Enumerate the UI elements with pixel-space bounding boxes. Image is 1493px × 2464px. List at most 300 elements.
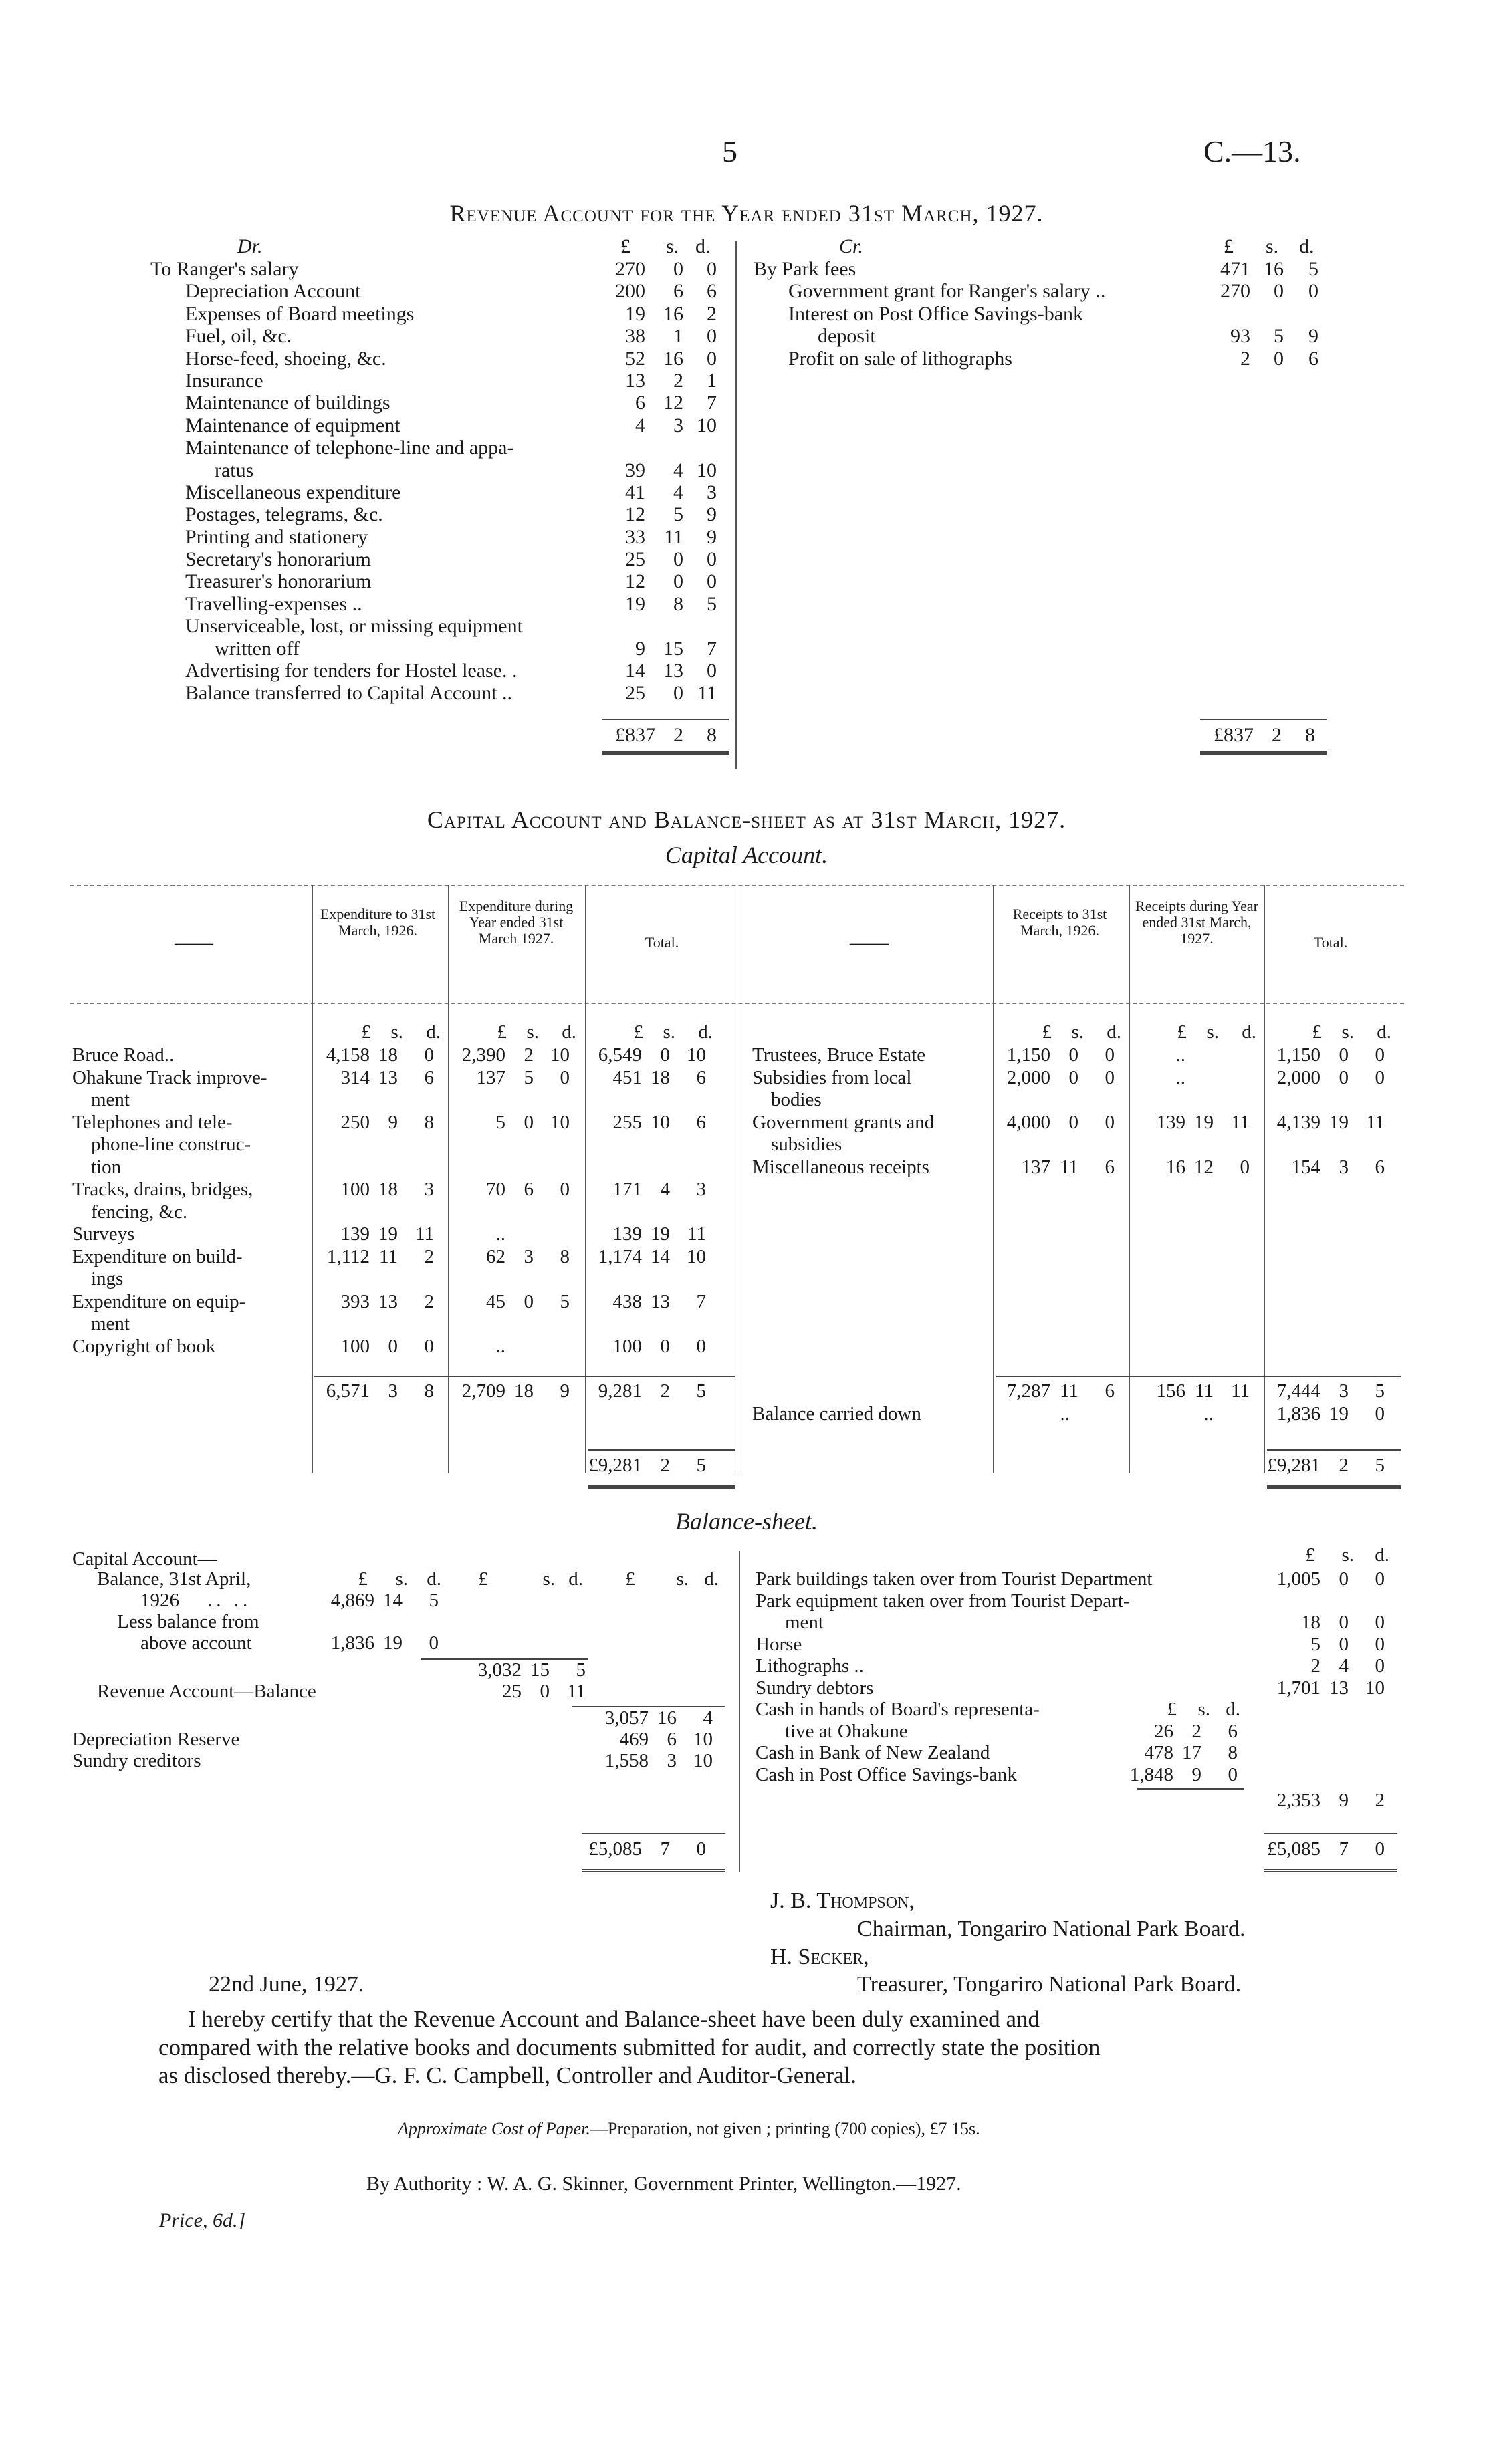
bs-net-capital-shillings: 15 [530,1659,550,1681]
bs-creditors-pence: 10 [693,1750,713,1771]
right-row-a-shillings: 11 [1060,1156,1078,1178]
left-row-b-pence: 10 [550,1044,570,1066]
left-row-a-shillings: 13 [378,1290,398,1312]
dr-item-pence: 0 [707,347,717,370]
bs-capital-heading: Capital Account— [72,1548,217,1570]
left-row-a-pence: 11 [415,1223,434,1245]
right-row-c-pounds: 2,000 [1276,1066,1320,1088]
bs-r-unit-d: d. [1226,1699,1240,1720]
bs-less-balance-label: Less balance from [117,1611,259,1632]
right-a-unit-pence: d. [1107,1021,1121,1043]
cr-total-rule [1200,719,1327,720]
left-total-a-shillings: 3 [388,1380,398,1402]
dr-item-label: Depreciation Account [185,280,361,303]
dr-total-pounds: £837 [615,724,655,746]
right-row-b-pounds: .. [1175,1066,1185,1088]
left-row-a-shillings: 19 [378,1223,398,1245]
right-row-c-shillings: 0 [1339,1044,1349,1066]
left-subtotal-rule [314,1376,735,1377]
left-row-b-pounds: 70 [486,1179,505,1200]
right-row-a-pence: 0 [1105,1066,1115,1088]
certificate-line-1: I hereby certify that the Revenue Account and Balance-sheet have been duly examined and [188,2006,1040,2032]
dr-item-pounds: 13 [625,369,645,392]
bs-l-unit-p3: £ [625,1568,635,1590]
bs-l-unit-p2: £ [478,1568,488,1590]
bs-depreciation-pence: 10 [693,1729,713,1750]
bs-asset-pence: 0 [1375,1612,1385,1633]
dr-row [0,370,742,392]
right-row-a-pounds: 1,150 [1006,1044,1050,1066]
dr-item-pounds: 14 [625,660,645,683]
cr-total-shillings: 2 [1272,724,1282,746]
dr-row [0,414,742,437]
right-row-b-pounds: 16 [1166,1156,1185,1178]
right-a-unit-shillings: s. [1071,1021,1084,1043]
audit-certificate [158,2005,1382,2090]
left-row-b-pounds: 62 [486,1245,505,1267]
dr-item-pounds: 25 [625,548,645,571]
left-row-a-shillings: 0 [388,1335,398,1357]
dr-item-shillings: 0 [673,682,683,705]
bs-l-unit-d2: d. [568,1568,583,1590]
right-total-a-shillings: 11 [1060,1380,1078,1402]
sign-date: 22nd June, 1927. [209,1972,364,1997]
bs-l-unit-s2: s. [542,1568,555,1590]
bs-asset-pence: 0 [1375,1655,1385,1677]
left-row-c-pounds: 139 [612,1223,642,1245]
dr-item-pence: 9 [707,503,717,526]
right-total-c-shillings: 3 [1339,1380,1349,1402]
left-row-a-pence: 3 [424,1179,434,1200]
capital-account-subtitle: Capital Account. [665,842,828,868]
bs-capital-sum-pence: 4 [703,1707,713,1729]
balance-cd-c-pounds: 1,836 [1276,1403,1320,1425]
dr-row [0,303,742,325]
right-row-b-pounds: .. [1175,1044,1185,1066]
debit-items [0,258,742,705]
right-c-unit-pounds: £ [1312,1021,1322,1043]
left-c-unit-pence: d. [698,1021,713,1043]
bs-depreciation-label: Depreciation Reserve [72,1729,240,1750]
dr-item-label: Unserviceable, lost, or missing equipment [185,615,523,638]
left-total-a-pence: 8 [424,1380,434,1402]
left-row-b-pounds: 5 [495,1111,505,1133]
cr-item-pounds: 471 [1220,258,1250,280]
cr-item-pounds: 93 [1230,325,1250,348]
left-row-b-pence: 0 [560,1179,570,1200]
bs-asset-shillings: 13 [1329,1677,1349,1699]
right-row-a-shillings: 0 [1068,1066,1078,1088]
balance-carried-down-label: Balance carried down [752,1403,921,1425]
right-total-a-pence: 6 [1105,1380,1115,1402]
cr-item-shillings: 5 [1274,325,1284,348]
dr-item-pence: 7 [707,637,717,660]
left-row-a-shillings: 18 [378,1044,398,1066]
bs-asset-shillings: 0 [1339,1633,1349,1655]
left-row-b-shillings: 6 [524,1179,534,1200]
dr-row [0,348,742,370]
left-row-label: Bruce Road.. [72,1044,175,1066]
right-row-b-shillings: 12 [1194,1156,1214,1178]
dr-item-label: Fuel, oil, &c. [185,325,292,348]
signatory-2-name-text: H. Secker, [770,1945,869,1969]
bs-unit-shillings: s. [1341,1544,1354,1566]
left-row-c-pence: 6 [696,1111,706,1133]
bs-revenue-balance-shillings: 0 [540,1681,550,1702]
left-row-a-pence: 2 [424,1245,434,1267]
dr-item-shillings: 3 [673,414,683,437]
cr-total-pence: 8 [1305,724,1315,746]
bs-revenue-balance-pence: 11 [567,1681,586,1702]
bs-net-capital-pounds: 3,032 [477,1659,522,1681]
left-row-label: tion [91,1156,122,1178]
bs-l-unit-s3: s. [676,1568,689,1590]
dr-total-double-rule [602,751,729,755]
right-row-label: Miscellaneous receipts [752,1156,929,1178]
dr-row [0,570,742,592]
bs-bank-pounds: 478 [1144,1742,1173,1763]
bs-unit-pounds: £ [1305,1544,1315,1566]
cr-item-pence: 9 [1308,325,1318,348]
bs-asset-label: Park equipment taken over from Tourist Depart- [756,1590,1130,1612]
cr-item-pounds: 2 [1240,347,1250,370]
dr-item-pence: 2 [707,302,717,325]
dr-item-pence: 10 [697,459,717,481]
left-row-b-shillings: 3 [524,1245,534,1267]
bs-left-total-shillings: 7 [660,1838,670,1860]
right-row-c-pence: 11 [1366,1111,1385,1133]
right-total-b-pence: 11 [1231,1380,1250,1402]
left-row-c-shillings: 13 [651,1290,670,1312]
left-row-b-pounds: 2,390 [461,1044,505,1066]
dr-item-shillings: 0 [673,548,683,571]
right-c-unit-shillings: s. [1341,1021,1354,1043]
signatory-1-name-text: J. B. Thompson, [770,1888,915,1913]
balance-sheet-subtitle: Balance-sheet. [675,1508,818,1535]
dr-item-label: Secretary's honorarium [185,548,371,571]
cr-item-label: deposit [818,325,876,348]
bs-capital-sum-pounds: 3,057 [604,1707,649,1729]
bs-revenue-balance-pounds: 25 [502,1681,522,1702]
bs-asset-label: Sundry debtors [756,1677,874,1699]
right-row-c-pounds: 4,139 [1276,1111,1320,1133]
bs-depreciation-shillings: 6 [667,1729,677,1750]
dr-item-pence: 10 [697,414,717,437]
dr-item-pence: 11 [697,682,717,705]
cr-shilling-header: s. [1266,235,1279,257]
dr-pence-header: d. [695,235,711,257]
cost-note-text: —Preparation, not given ; printing (700 copies), £7 15s. [590,2119,980,2138]
dr-item-pounds: 19 [625,302,645,325]
left-row-b-shillings: 0 [524,1290,534,1312]
dr-item-pounds: 270 [615,258,645,280]
bs-less-balance-label-2: above account [140,1632,252,1654]
cr-item-pence: 0 [1308,280,1318,303]
left-row-c-shillings: 4 [660,1179,670,1200]
right-total-c-pounds: 7,444 [1276,1380,1320,1402]
left-row-c-shillings: 14 [651,1245,670,1267]
cr-pence-header: d. [1299,235,1314,257]
cr-item-label: Interest on Post Office Savings-bank [788,302,1084,325]
dr-row [0,526,742,548]
left-row-label: phone-line construc- [91,1134,251,1155]
left-row-c-shillings: 18 [651,1066,670,1088]
left-total-b-pence: 9 [560,1380,570,1402]
dr-item-shillings: 5 [673,503,683,526]
left-row-b-pounds: 45 [486,1290,505,1312]
bs-cash-sum-shillings: 9 [1339,1790,1349,1811]
bs-less-balance-shillings: 19 [383,1632,403,1654]
dr-item-pence: 6 [707,280,717,303]
bs-right-total-pence: 0 [1375,1838,1385,1860]
dr-item-label: Maintenance of buildings [185,392,390,414]
left-row-label: Expenditure on build- [72,1245,243,1267]
bs-asset-pence: 0 [1375,1568,1385,1590]
dr-item-shillings: 15 [663,637,683,660]
cr-pound-header: £ [1224,235,1234,257]
dr-item-pounds: 4 [635,414,645,437]
left-row-c-pence: 10 [687,1245,706,1267]
right-row-label: Subsidies from local [752,1066,912,1088]
bs-balance-1926-year: 1926 [140,1590,179,1611]
left-grand-rule [588,1449,735,1451]
left-row-a-pence: 6 [424,1066,434,1088]
left-row-a-pence: 0 [424,1335,434,1357]
bs-creditors-shillings: 3 [667,1750,677,1771]
right-total-c-pence: 5 [1375,1380,1385,1402]
right-row-c-pence: 0 [1375,1066,1385,1088]
dr-item-pounds: 33 [625,525,645,548]
cr-row [742,258,1344,280]
left-row-label: Telephones and tele- [72,1111,233,1133]
bs-asset-shillings: 4 [1339,1655,1349,1677]
dr-item-pence: 7 [707,392,717,414]
bs-left-total-double-rule [582,1869,725,1872]
left-row-b-pence: 5 [560,1290,570,1312]
bs-capital-sum-shillings: 16 [657,1707,677,1729]
left-row-c-shillings: 0 [660,1044,670,1066]
dr-row [0,615,742,637]
dr-item-pounds: 12 [625,503,645,526]
right-row-a-pence: 0 [1105,1111,1115,1133]
dr-item-pence: 0 [707,548,717,571]
dr-item-shillings: 11 [664,525,683,548]
bs-r-unit-p: £ [1167,1699,1177,1720]
bs-cash-hands-shillings: 2 [1191,1720,1201,1742]
dr-item-shillings: 16 [663,347,683,370]
left-row-a-pounds: 1,112 [326,1245,370,1267]
bs-left-total-pounds: £5,085 [588,1838,642,1860]
credit-label: Cr. [839,235,863,257]
cr-item-label: Profit on sale of lithographs [788,347,1012,370]
dr-item-shillings: 0 [673,258,683,280]
right-grand-pounds: £9,281 [1267,1455,1320,1476]
bs-cash-hands-pounds: 26 [1154,1720,1173,1742]
right-b-unit-pence: d. [1242,1021,1256,1043]
left-row-c-shillings: 19 [651,1223,670,1245]
left-row-c-pounds: 171 [612,1179,642,1200]
right-row-a-shillings: 0 [1068,1044,1078,1066]
left-row-label: ings [91,1268,124,1289]
left-row-b-pence: 10 [550,1111,570,1133]
dr-total-rule [602,719,729,720]
bs-asset-pounds: 2 [1310,1655,1320,1677]
bs-cash-hands-label-2: tive at Ohakune [785,1720,908,1742]
authority-line: By Authority : W. A. G. Skinner, Government Printer, Wellington.—1927. [366,2173,961,2195]
left-row-a-pounds: 4,158 [326,1044,370,1066]
bs-less-balance-pounds: 1,836 [330,1632,374,1654]
left-c-unit-shillings: s. [663,1021,675,1043]
dr-item-label: Miscellaneous expenditure [185,481,401,503]
dr-item-pence: 0 [707,325,717,348]
right-header-rec-1927: Receipts during Year ended 31st March, 1927. [1135,898,1258,947]
dr-row [0,437,742,459]
bs-bank-label: Cash in Bank of New Zealand [756,1742,990,1763]
right-a-unit-pounds: £ [1042,1021,1052,1043]
bs-r-unit-s: s. [1197,1699,1210,1720]
revenue-divider [735,241,737,769]
left-row-a-shillings: 9 [388,1111,398,1133]
bs-left-total-pence: 0 [696,1838,706,1860]
certificate-line-3: as disclosed thereby.—G. F. C. Campbell, Controller and Auditor-General. [158,2062,857,2088]
right-row-c-pounds: 154 [1291,1156,1320,1178]
right-row-a-pence: 6 [1105,1156,1115,1178]
left-a-unit-pounds: £ [361,1021,371,1043]
left-row-label: ment [91,1089,130,1110]
dr-item-pounds: 38 [625,325,645,348]
right-total-b-pounds: 156 [1156,1380,1185,1402]
dr-item-label: Horse-feed, shoeing, &c. [185,347,386,370]
left-grand-pence: 5 [696,1455,706,1476]
right-total-a-pounds: 7,287 [1006,1380,1050,1402]
col-divider-center [737,885,739,1473]
bs-l-unit-d3: d. [704,1568,719,1590]
right-row-c-pounds: 1,150 [1276,1044,1320,1066]
right-total-b-shillings: 11 [1195,1380,1214,1402]
left-row-a-pounds: 139 [340,1223,370,1245]
dr-item-shillings: 13 [663,660,683,683]
bs-rule-3 [1137,1788,1244,1790]
left-row-c-shillings: 10 [651,1111,670,1133]
dr-item-label: Insurance [185,369,263,392]
bs-l-unit-s1: s. [395,1568,408,1590]
left-total-c-pounds: 9,281 [598,1380,642,1402]
bs-net-capital-pence: 5 [576,1659,586,1681]
bs-left-total-rule [582,1833,725,1834]
certificate-line-2: compared with the relative books and documents submitted for audit, and correctly state the position [158,2034,1101,2060]
dr-item-label: Printing and stationery [185,525,368,548]
dr-row [0,280,742,302]
price: Price, 6d.] [159,2209,246,2231]
left-row-label: Expenditure on equip- [72,1290,246,1312]
left-row-c-pounds: 255 [612,1111,642,1133]
dr-item-pence: 0 [707,570,717,593]
balance-cd-a: .. [1060,1403,1070,1425]
left-row-a-pence: 8 [424,1111,434,1133]
right-row-label: Government grants and [752,1111,935,1133]
bs-asset-label: Lithographs .. [756,1655,864,1677]
left-row-b-shillings: 0 [524,1111,534,1133]
left-row-c-pence: 3 [696,1179,706,1200]
bs-asset-shillings: 0 [1339,1568,1349,1590]
right-grand-rule [1267,1449,1401,1451]
right-header-dash: —— [850,932,889,953]
left-b-unit-shillings: s. [526,1021,539,1043]
dr-row [0,392,742,414]
left-row-a-shillings: 11 [379,1245,398,1267]
bs-asset-pounds: 1,005 [1276,1568,1320,1590]
right-row-a-shillings: 0 [1068,1111,1078,1133]
cr-row [742,280,1344,302]
left-total-c-pence: 5 [696,1380,706,1402]
right-row-label: Trustees, Bruce Estate [752,1044,926,1066]
dr-item-label: Maintenance of equipment [185,414,400,437]
left-c-unit-pounds: £ [633,1021,643,1043]
right-row-c-pence: 0 [1375,1044,1385,1066]
bs-asset-pounds: 18 [1301,1612,1320,1633]
bs-asset-label: Horse [756,1633,802,1655]
right-row-b-pence: 0 [1240,1156,1250,1178]
left-row-c-pence: 0 [696,1335,706,1357]
signatory-2-name [770,1945,869,1970]
dr-item-pounds: 52 [625,347,645,370]
right-grand-shillings: 2 [1339,1455,1349,1476]
left-row-b-pounds: .. [495,1335,505,1357]
left-row-label: Tracks, drains, bridges, [72,1179,253,1200]
dr-item-shillings: 2 [673,369,683,392]
cr-item-shillings: 0 [1274,347,1284,370]
bs-depreciation-pounds: 469 [619,1729,649,1750]
left-row-a-pounds: 100 [340,1179,370,1200]
left-row-a-shillings: 18 [378,1179,398,1200]
left-row-b-pounds: .. [495,1223,505,1245]
dr-item-pounds: 25 [625,682,645,705]
dr-item-shillings: 12 [663,392,683,414]
page-number: 5 [722,134,737,168]
signatory-1-name [770,1888,915,1914]
dr-item-pence: 0 [707,660,717,683]
cr-item-pounds: 270 [1220,280,1250,303]
balance-cd-b: .. [1203,1403,1214,1425]
left-row-c-pence: 10 [687,1044,706,1066]
bs-right-total-double-rule [1264,1869,1397,1872]
cr-row [742,325,1344,347]
left-a-unit-shillings: s. [390,1021,403,1043]
dr-pound-header: £ [620,235,630,257]
right-row-b-shillings: 19 [1194,1111,1214,1133]
bs-revenue-balance-label: Revenue Account—Balance [97,1681,316,1702]
left-row-b-pence: 8 [560,1245,570,1267]
bs-asset-pence: 10 [1365,1677,1385,1699]
cost-note-label: Approximate Cost of Paper. [398,2119,590,2138]
left-grand-shillings: 2 [660,1455,670,1476]
left-row-label: ment [91,1313,130,1334]
dr-row [0,258,742,280]
right-row-b-pence: 11 [1231,1111,1250,1133]
bs-balance-1926-shillings: 14 [383,1590,403,1611]
left-row-a-shillings: 13 [378,1066,398,1088]
bs-right-total-rule [1264,1833,1397,1834]
bs-cash-hands-pence: 6 [1228,1720,1238,1742]
left-grand-pounds: £9,281 [588,1455,642,1476]
left-row-label: fencing, &c. [91,1201,188,1223]
dr-item-pence: 3 [707,481,717,503]
left-row-c-pounds: 451 [612,1066,642,1088]
bs-asset-label: Park buildings taken over from Tourist Department [756,1568,1153,1590]
left-grand-double-rule [588,1485,735,1489]
dr-item-label: ratus [215,459,254,481]
bs-unit-pence: d. [1375,1544,1389,1566]
